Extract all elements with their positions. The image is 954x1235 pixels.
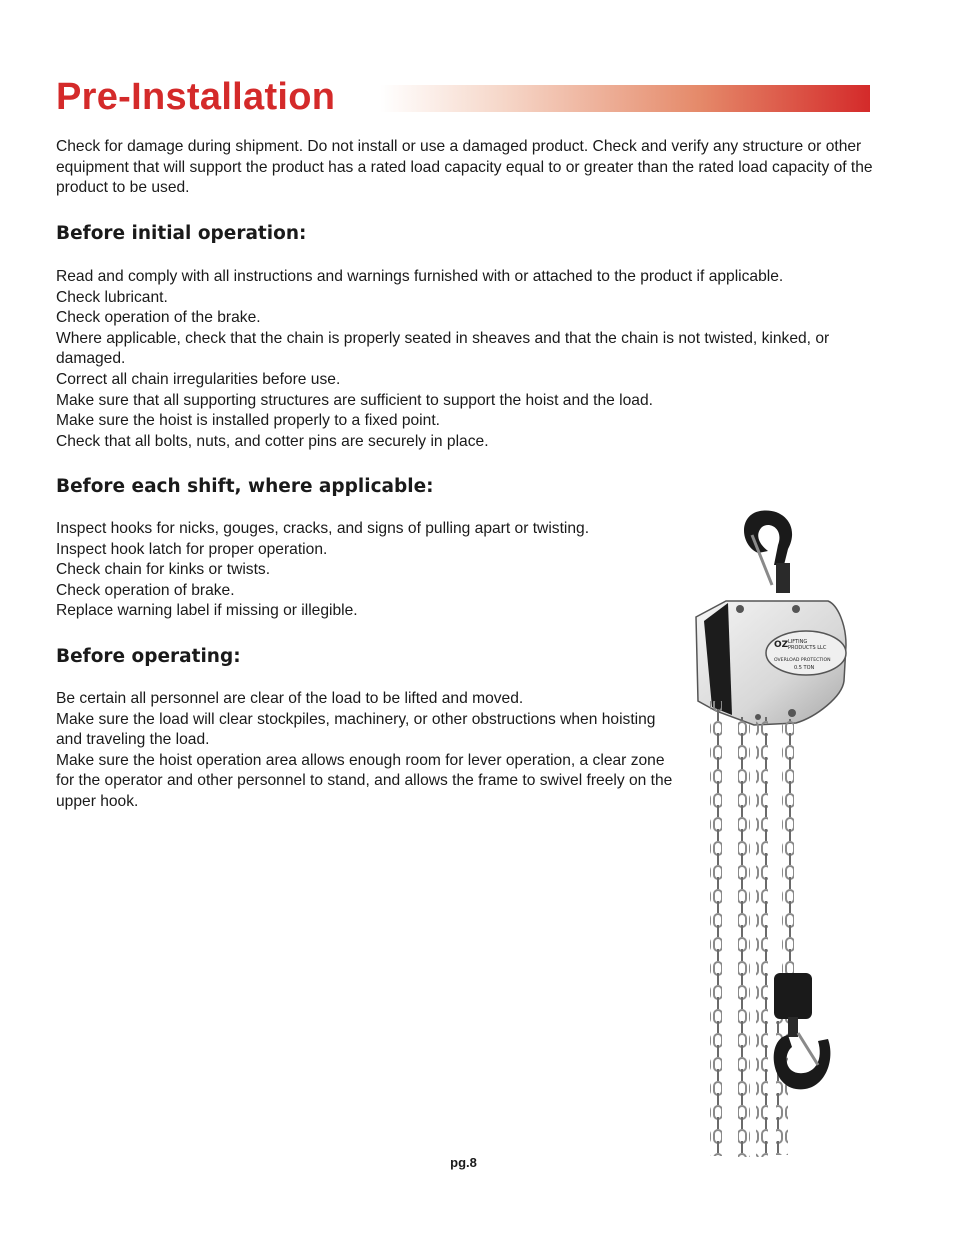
list-item: Make sure the hoist operation area allows enough room for lever operation, a clear zone for the operator and other personnel to stand, and allows the frame to swivel freely on the upper hook.	[56, 751, 673, 810]
intro-paragraph: Check for damage during shipment. Do not install or use a damaged product. Check and verify any structure or other equipment that will support the product has a rated load capacity equal to or greater than the rated load capacity of the product to be used.	[56, 138, 873, 197]
list-item: Check operation of brake.	[56, 581, 235, 599]
section-heading-initial-operation: Before initial operation:	[56, 223, 307, 244]
list-item: Make sure the load will clear stockpiles, machinery, or other obstructions when hoisting and traveling the load.	[56, 710, 656, 749]
before-operating-list	[56, 689, 674, 813]
list-item: Check chain for kinks or twists.	[56, 561, 271, 579]
list-item: Check lubricant.	[56, 288, 168, 306]
initial-operation-list	[56, 267, 876, 452]
chain-hoist-image	[688, 505, 868, 1160]
list-item: Make sure that all supporting structures are sufficient to support the hoist and the load.	[56, 391, 653, 409]
list-item: Replace warning label if missing or illegible.	[56, 602, 358, 620]
section-heading-before-operating: Before operating:	[56, 646, 241, 667]
list-item: Inspect hooks for nicks, gouges, cracks, and signs of pulling apart or twisting.	[56, 520, 590, 537]
list-item: Where applicable, check that the chain is properly seated in sheaves and that the chain is not twisted, kinked, or damaged.	[56, 329, 830, 368]
brand-text: OZ	[774, 640, 789, 650]
brand-text: LIFTING	[788, 639, 808, 645]
list-item: Make sure the hoist is installed properly to a fixed point.	[56, 412, 440, 430]
brand-text: PRODUCTS LLC	[788, 645, 827, 651]
each-shift-list	[56, 519, 676, 622]
page-number: pg.8	[450, 1155, 477, 1170]
list-item: Check that all bolts, nuts, and cotter pins are securely in place.	[56, 432, 489, 450]
label-text: 0.5 TON	[794, 665, 815, 671]
section-heading-each-shift: Before each shift, where applicable:	[56, 476, 434, 497]
list-item: Inspect hook latch for proper operation.	[56, 540, 328, 558]
list-item: Be certain all personnel are clear of the load to be lifted and moved.	[56, 690, 524, 707]
list-item: Check operation of the brake.	[56, 309, 261, 327]
label-text: OVERLOAD PROTECTION	[774, 658, 831, 663]
list-item: Correct all chain irregularities before use.	[56, 370, 341, 388]
page-title: Pre-Installation	[56, 76, 336, 118]
title-gradient-bar	[380, 85, 870, 112]
list-item: Read and comply with all instructions and warnings furnished with or attached to the product if applicable.	[56, 268, 784, 285]
